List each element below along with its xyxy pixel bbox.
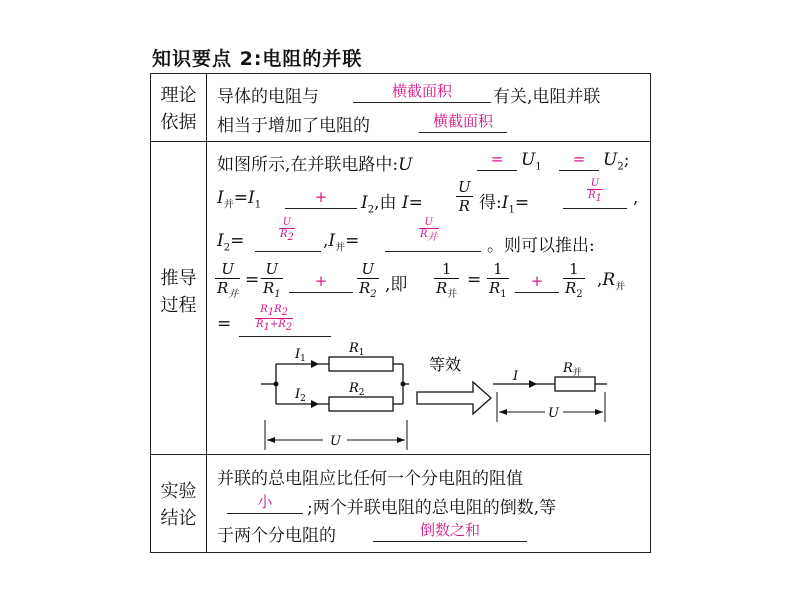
derivation-text: $I_2=$ — [217, 231, 245, 254]
row-header-derivation — [151, 265, 206, 319]
resistor-r1 — [329, 357, 393, 371]
conclusion-text: ;两个并联电阻的总电阻的倒数,等 — [307, 498, 557, 518]
header-line: 过程 — [160, 295, 197, 316]
svg-text:I2 — [294, 387, 306, 404]
resistor-r1-label: R — [349, 341, 359, 356]
voltage-u-label: U — [330, 434, 341, 449]
equivalent-label: 等效 — [429, 355, 462, 374]
svg-text:I1 — [294, 347, 306, 364]
ohm-fraction: $\frac{U}{R}$ — [458, 178, 471, 215]
answer-fraction: $\frac{U}{R_1}$ — [588, 178, 602, 204]
derivation-text: 。则可以推出: — [487, 236, 595, 256]
derivation-text: $I_并=I_1$ — [217, 188, 262, 211]
theory-text: 有关,电阻并联 — [493, 87, 601, 107]
current-i1-label: I — [295, 347, 301, 362]
row-header-conclusion — [151, 478, 206, 532]
derivation-text: ,即 — [385, 275, 408, 295]
answer-blank: = — [559, 148, 599, 171]
derivation-text: , — [633, 188, 639, 208]
answer-blank: 横截面积 — [419, 110, 507, 133]
answer-blank: 横截面积 — [353, 80, 491, 103]
fraction: $\frac{U}{R_1}$ — [263, 260, 281, 300]
row-header-theory — [151, 82, 206, 136]
current-i-label: I — [513, 369, 519, 384]
conclusion-text: 于两个分电阻的 — [217, 526, 336, 546]
header-line: 推导 — [160, 268, 197, 289]
answer-fraction: $\frac{R_1R_2}{R_1+R_2}$ — [256, 304, 293, 333]
derivation-text: = — [467, 270, 482, 290]
answer-fraction: $\frac{U}{R_2}$ — [280, 217, 294, 243]
resistor-r-label: R — [563, 361, 573, 376]
derivation-text: $,I_并=$ — [323, 231, 360, 254]
resistor-r-parallel — [555, 377, 595, 391]
derivation-text: = — [245, 270, 260, 290]
current-i2-label: I — [295, 387, 301, 402]
fraction: $\frac{1}{R_2}$ — [565, 260, 583, 300]
svg-text:R2 — [348, 381, 365, 398]
voltage-u-right-label: U — [548, 406, 559, 421]
equivalent-arrow-icon — [417, 382, 491, 414]
theory-text: 相当于增加了电阻的 — [217, 116, 370, 136]
text: 如图所示,在并联电路中: — [217, 155, 399, 175]
answer-blank: + — [285, 186, 357, 209]
svg-text:R并 — [562, 361, 582, 378]
derivation-text: $U_1$ — [521, 150, 542, 173]
derivation-text: 得$:I_1=$ — [479, 193, 530, 216]
fraction: 1 $R_并$ — [436, 260, 458, 300]
header-line: 实验 — [160, 481, 197, 502]
header-line: 理论 — [160, 85, 197, 106]
header-line: 依据 — [160, 112, 197, 133]
header-line: 结论 — [160, 508, 197, 529]
current-i2-sub: 2 — [300, 394, 306, 404]
resistor-r2-label: R — [349, 381, 359, 396]
row-divider — [151, 454, 650, 455]
knowledge-table — [150, 73, 651, 553]
derivation-text: = — [217, 314, 232, 334]
current-i1-sub: 1 — [300, 354, 306, 364]
svg-text:R1 — [348, 341, 365, 358]
answer-blank: + — [289, 270, 353, 293]
theory-text: 导体的电阻与 — [217, 87, 319, 107]
resistor-r2-sub: 2 — [358, 388, 365, 398]
text: 得: — [479, 193, 502, 213]
fraction: U $R_并$ — [217, 260, 239, 300]
answer-fraction: U $R_并$ — [420, 217, 438, 243]
fraction: $\frac{1}{R_1}$ — [489, 260, 507, 300]
column-divider — [206, 74, 207, 552]
derivation-text: $,R_并$ — [597, 270, 626, 293]
row-divider — [151, 141, 650, 142]
conclusion-text: 并联的总电阻应比任何一个分电阻的阻值 — [217, 469, 523, 489]
answer-blank: 小 — [227, 491, 303, 514]
resistor-r-sub: 并 — [572, 368, 582, 378]
resistor-r1-sub: 1 — [358, 348, 365, 358]
derivation-text: $I_2$,由 I= — [361, 193, 423, 216]
answer-blank: = — [477, 148, 517, 171]
derivation-text: $U_2$; — [603, 150, 630, 173]
answer-blank: + — [515, 270, 559, 293]
section-title: 知识要点 2:电阻的并联 — [152, 48, 363, 70]
circuit-diagram — [251, 332, 611, 454]
derivation-text: 如图所示,在并联电路中:U — [217, 155, 413, 175]
resistor-r2 — [329, 397, 393, 411]
answer-blank: 倒数之和 — [373, 519, 527, 542]
fraction: $\frac{U}{R_2}$ — [359, 260, 377, 300]
